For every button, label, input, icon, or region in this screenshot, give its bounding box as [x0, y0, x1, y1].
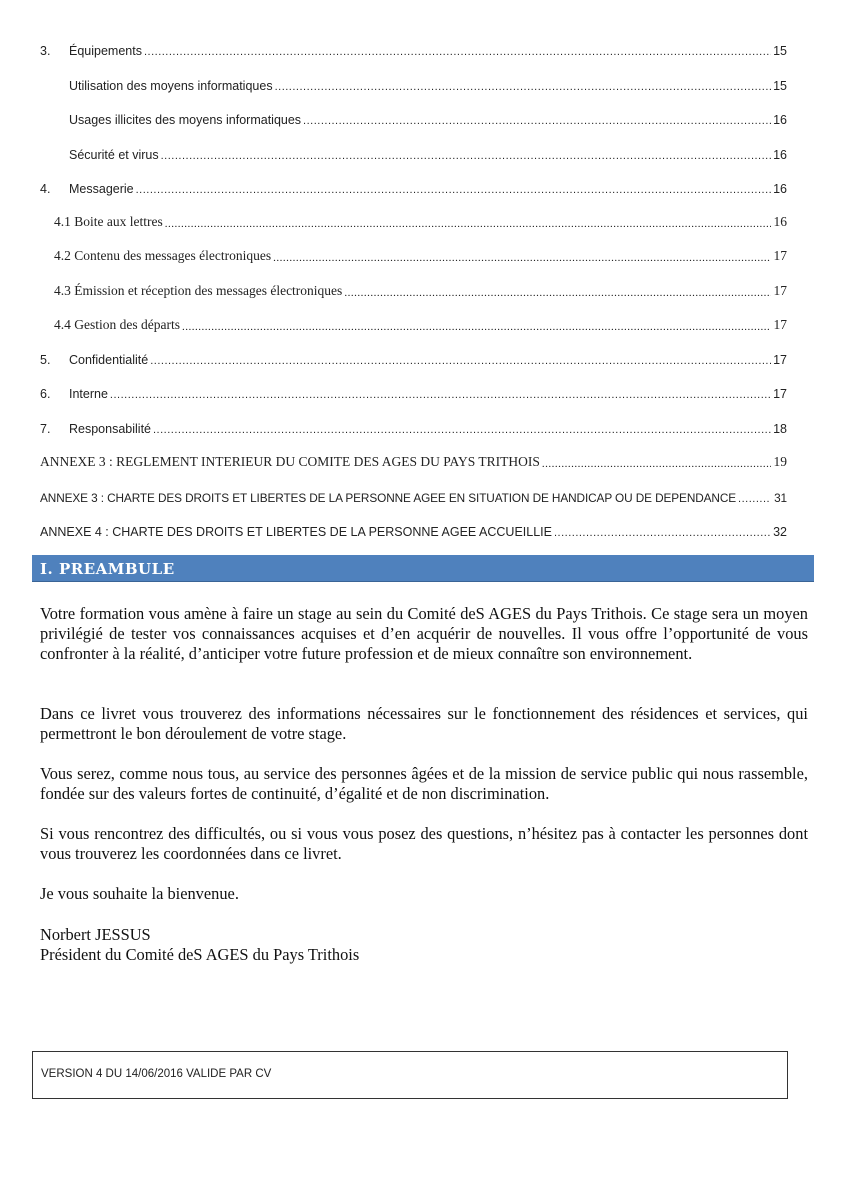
toc-entry-page: 17 — [773, 353, 787, 367]
toc-entry-page: 17 — [773, 248, 787, 263]
toc-dot-leader — [144, 44, 771, 58]
toc-entry[interactable] — [40, 109, 787, 127]
toc-entry-title: 4.4 Gestion des départs — [54, 317, 180, 332]
toc-entry[interactable] — [40, 521, 787, 539]
toc-entry-title: Usages illicites des moyens informatiques — [69, 113, 302, 127]
toc-entry-page: 17 — [773, 387, 787, 401]
toc-entry-title: Utilisation des moyens informatiques — [69, 79, 273, 93]
toc-entry-page: 31 — [774, 491, 787, 505]
paragraph-intro: Votre formation vous amène à faire un stage au sein du Comité deS AGES du Pays Trithois. Ce stage sera un moyen privilégié de tester vos connaissances acquises et d’en acquérir de nouvelles. Il vous offre l’opportunité de vous confronter à la réalité, d’anticiper votre future profession et de mieux connaître son environnement. — [40, 604, 808, 663]
toc-entry-number: 5. — [40, 353, 51, 367]
toc-entry-page: 32 — [773, 525, 787, 539]
toc-entry[interactable] — [40, 178, 787, 196]
toc-entry-title: Responsabilité — [69, 422, 151, 436]
toc-entry-page: 15 — [773, 79, 787, 93]
toc-dot-leader — [542, 456, 771, 470]
toc-entry-title: Messagerie — [69, 182, 134, 196]
toc-dot-leader — [344, 285, 771, 299]
signature-title: Président du Comité deS AGES du Pays Trithois — [40, 945, 360, 964]
toc-entry[interactable] — [40, 144, 787, 162]
toc-entry-number: 6. — [40, 387, 51, 401]
toc-entry-title: ANNEXE 3 : CHARTE DES DROITS ET LIBERTES DE LA PERSONNE AGEE EN SITUATION DE HANDICAP OU DE DEPENDANCE — [40, 491, 737, 505]
toc-entry-title: Confidentialité — [69, 353, 149, 367]
toc-entry-page: 16 — [773, 148, 787, 162]
toc-entry[interactable] — [40, 452, 787, 470]
toc-entry-title: Interne — [69, 387, 108, 401]
toc-entry[interactable] — [40, 383, 787, 401]
paragraph-contact: Si vous rencontrez des difficultés, ou si vous vous posez des questions, n’hésitez pas à contacter les personnes dont vous trouverez les coordonnées dans ce livret. — [40, 824, 808, 863]
signature-name: Norbert JESSUS — [40, 925, 151, 944]
paragraph-livret: Dans ce livret vous trouverez des informations nécessaires sur le fonctionnement des résidences et services, qui permettront le bon déroulement de votre stage. — [40, 704, 808, 743]
toc-entry-page: 17 — [773, 317, 787, 332]
toc-entry-title: 4.3 Émission et réception des messages électroniques — [54, 283, 343, 298]
toc-entry[interactable] — [40, 349, 787, 367]
paragraph-service: Vous serez, comme nous tous, au service des personnes âgées et de la mission de service public qui nous rassemble, fondée sur des valeurs fortes de continuité, d’égalité et de non discrimination. — [40, 764, 808, 803]
toc-entry[interactable] — [40, 281, 787, 299]
toc-entry-page: 16 — [773, 113, 787, 127]
toc-entry-number: 4. — [40, 182, 51, 196]
toc-entry-page: 15 — [773, 44, 787, 58]
toc-dot-leader — [303, 113, 771, 127]
toc-entry-page: 19 — [773, 454, 787, 469]
toc-entry-page: 17 — [773, 283, 787, 298]
toc-entry-number: 7. — [40, 422, 51, 436]
toc-entry[interactable] — [40, 418, 787, 436]
toc-entry-title: Sécurité et virus — [69, 148, 159, 162]
toc-dot-leader — [554, 525, 771, 539]
toc-entry-page: 18 — [773, 422, 787, 436]
toc-dot-leader — [273, 250, 771, 264]
section-heading: I. PREAMBULE — [32, 555, 814, 582]
toc-dot-leader — [161, 148, 771, 162]
toc-dot-leader — [150, 353, 771, 367]
toc-entry-page: 16 — [773, 214, 787, 229]
toc-entry-title: ANNEXE 3 : REGLEMENT INTERIEUR DU COMITE DES AGES DU PAYS TRITHOIS — [40, 454, 540, 469]
toc-entry-title: ANNEXE 4 : CHARTE DES DROITS ET LIBERTES DE LA PERSONNE AGEE ACCUEILLIE — [40, 525, 552, 539]
toc-entry[interactable] — [40, 75, 787, 93]
toc-entry-title: Équipements — [69, 44, 142, 58]
toc-entry[interactable] — [40, 246, 787, 264]
toc-dot-leader — [136, 182, 771, 196]
toc-entry[interactable] — [40, 487, 787, 505]
toc-entry[interactable] — [40, 315, 787, 333]
toc-entry[interactable] — [40, 212, 787, 230]
toc-entry-title: 4.1 Boite aux lettres — [54, 214, 163, 229]
toc-entry[interactable] — [40, 40, 787, 58]
toc-entry-page: 16 — [773, 182, 787, 196]
version-label: VERSION 4 DU 14/06/2016 VALIDE PAR CV — [41, 1068, 272, 1080]
toc-dot-leader — [275, 79, 771, 93]
toc-dot-leader — [182, 319, 771, 333]
toc-entry-number: 3. — [40, 44, 51, 58]
toc-entry-title: 4.2 Contenu des messages électroniques — [54, 248, 272, 263]
paragraph-welcome: Je vous souhaite la bienvenue. — [40, 884, 239, 903]
toc-dot-leader — [153, 422, 771, 436]
version-box — [32, 1051, 788, 1099]
toc-dot-leader — [165, 216, 771, 230]
toc-dot-leader — [110, 387, 771, 401]
toc-dot-leader — [738, 491, 771, 505]
